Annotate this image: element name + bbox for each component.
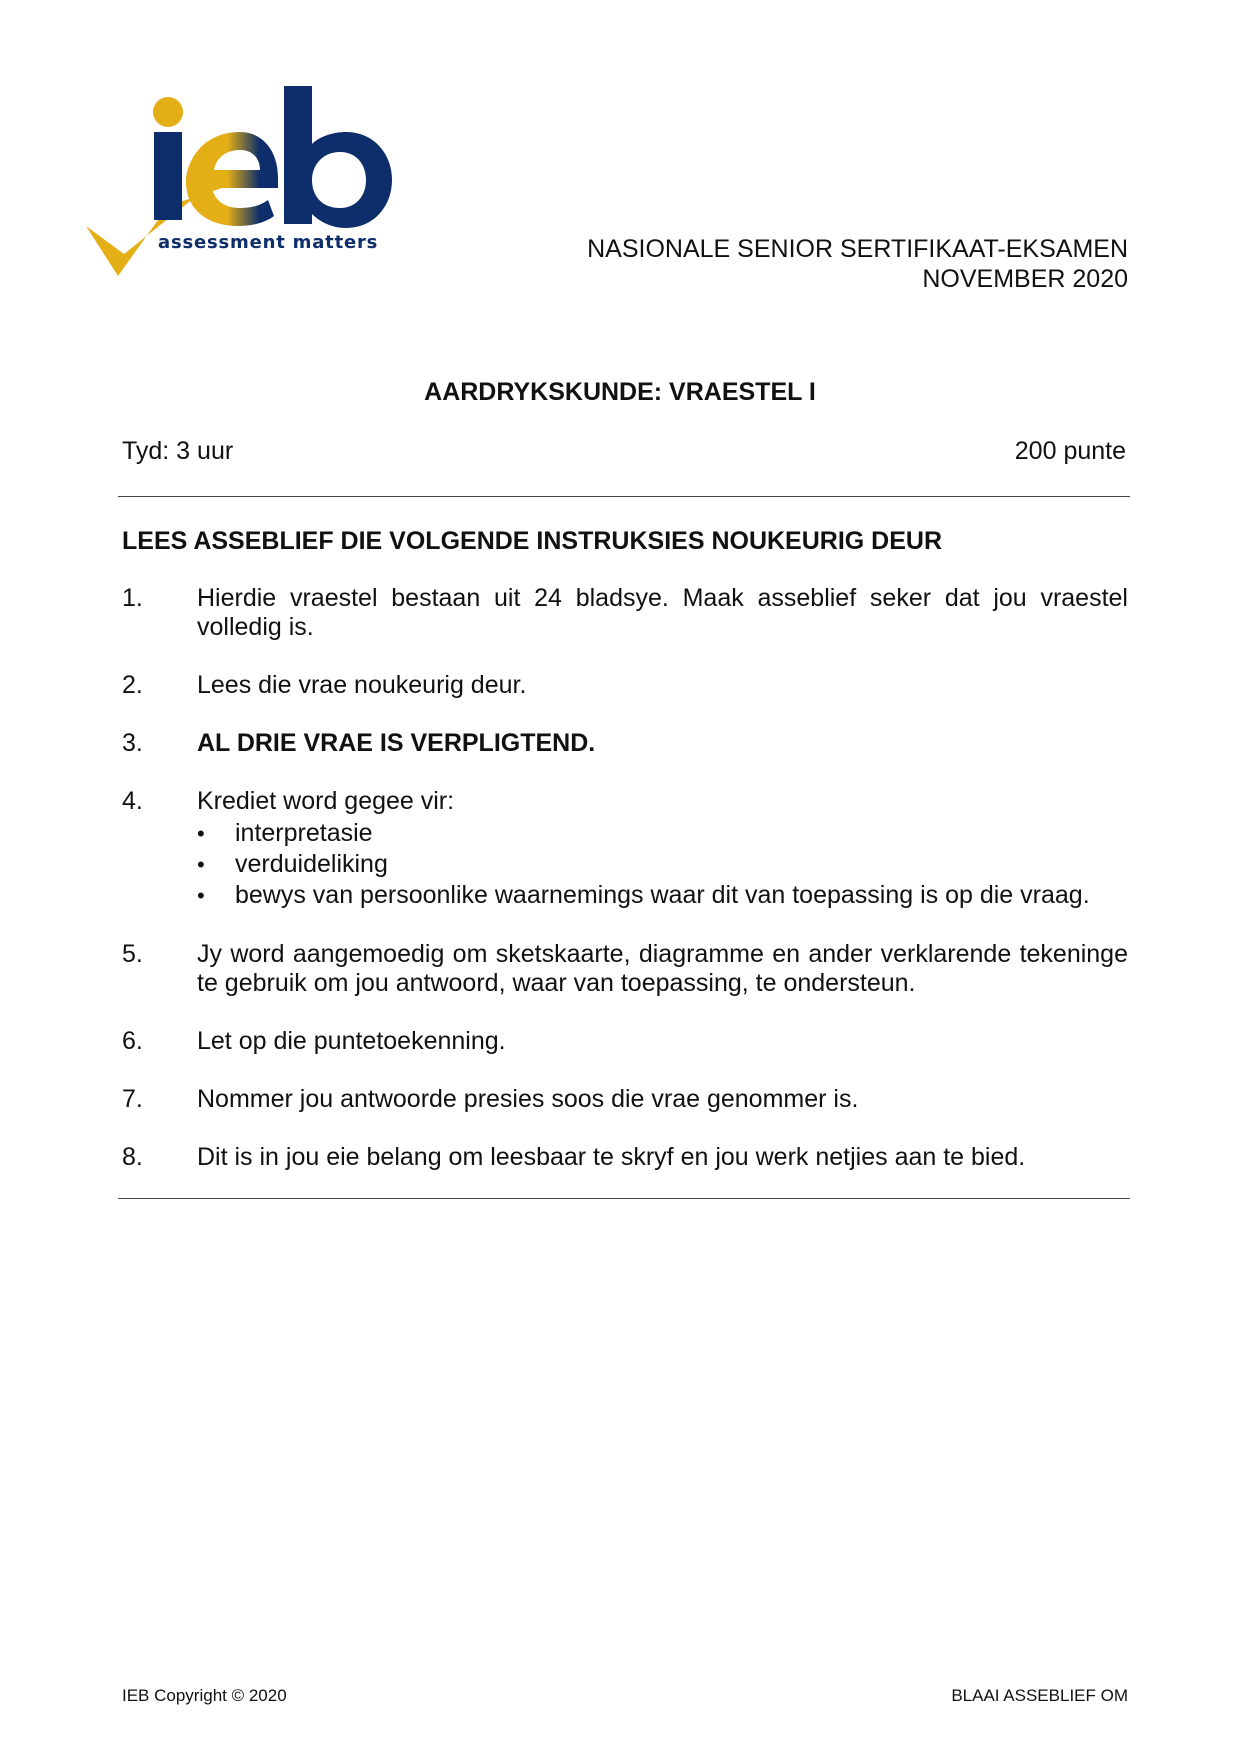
instruction-text: Let op die puntetoekenning.: [197, 1027, 506, 1055]
instruction-number: 4.: [122, 787, 143, 815]
i-dot: [153, 97, 183, 127]
exam-date: NOVEMBER 2020: [922, 265, 1128, 293]
logo-tagline: assessment matters: [158, 232, 379, 253]
exam-name: NASIONALE SENIOR SERTIFIKAAT-EKSAMEN: [587, 235, 1128, 263]
instruction-text: Krediet word gegee vir:: [197, 787, 455, 815]
b-letter: [284, 86, 392, 228]
total-marks: 200 punte: [1014, 437, 1126, 465]
instruction-item: [122, 671, 1128, 700]
instruction-item: [122, 787, 1128, 911]
footer-turn-over: BLAAI ASSEBLIEF OM: [951, 1686, 1128, 1705]
credit-bullets: [197, 818, 1128, 911]
e-letter: [186, 132, 278, 226]
instruction-number: 3.: [122, 729, 143, 757]
instructions-list: [122, 584, 1128, 1201]
instruction-item: [122, 1143, 1128, 1172]
instruction-text: Jy word aangemoedig om sketskaarte, diagramme en ander verklarende tekeninge te gebruik om jou antwoord, waar van toepassing, te ondersteun.: [197, 940, 1128, 997]
ieb-logo: [84, 86, 434, 316]
bullet-icon: •: [197, 821, 205, 846]
instruction-number: 1.: [122, 584, 143, 612]
bullet-item: [197, 849, 1128, 880]
bullet-text: bewys van persoonlike waarnemings waar dit van toepassing is op die vraag.: [235, 881, 1090, 909]
i-stem: [154, 132, 182, 220]
bullet-icon: •: [197, 883, 205, 908]
bullet-text: verduideliking: [235, 850, 388, 878]
bullet-item: [197, 880, 1128, 911]
instruction-number: 8.: [122, 1143, 143, 1171]
instruction-text: Dit is in jou eie belang om leesbaar te skryf en jou werk netjies aan te bied.: [197, 1143, 1026, 1171]
instruction-number: 7.: [122, 1085, 143, 1113]
time-allowed: Tyd: 3 uur: [122, 437, 234, 465]
instruction-number: 2.: [122, 671, 143, 699]
instruction-number: 6.: [122, 1027, 143, 1055]
paper-title: AARDRYKSKUNDE: VRAESTEL I: [424, 378, 816, 406]
instruction-item: [122, 584, 1128, 642]
bullet-icon: •: [197, 852, 205, 877]
bullet-text: interpretasie: [235, 819, 373, 847]
instruction-text: Lees die vrae noukeurig deur.: [197, 671, 527, 699]
divider-top: [118, 496, 1130, 497]
footer-copyright: IEB Copyright © 2020: [122, 1686, 287, 1705]
instruction-item: [122, 1085, 1128, 1114]
divider-bottom: [118, 1198, 1130, 1199]
exam-header: [587, 234, 1128, 294]
instruction-item: [122, 940, 1128, 998]
instruction-text: Nommer jou antwoorde presies soos die vrae genommer is.: [197, 1085, 859, 1113]
instruction-text: AL DRIE VRAE IS VERPLIGTEND.: [197, 729, 596, 757]
instructions-heading: LEES ASSEBLIEF DIE VOLGENDE INSTRUKSIES NOUKEURIG DEUR: [122, 527, 943, 555]
instruction-number: 5.: [122, 940, 143, 968]
instruction-item: [122, 729, 1128, 758]
instruction-text: Hierdie vraestel bestaan uit 24 bladsye. Maak asseblief seker dat jou vraestel volledig is.: [197, 584, 1128, 641]
instruction-item: [122, 1027, 1128, 1056]
bullet-item: [197, 818, 1128, 849]
instruction-body: [197, 787, 1128, 911]
